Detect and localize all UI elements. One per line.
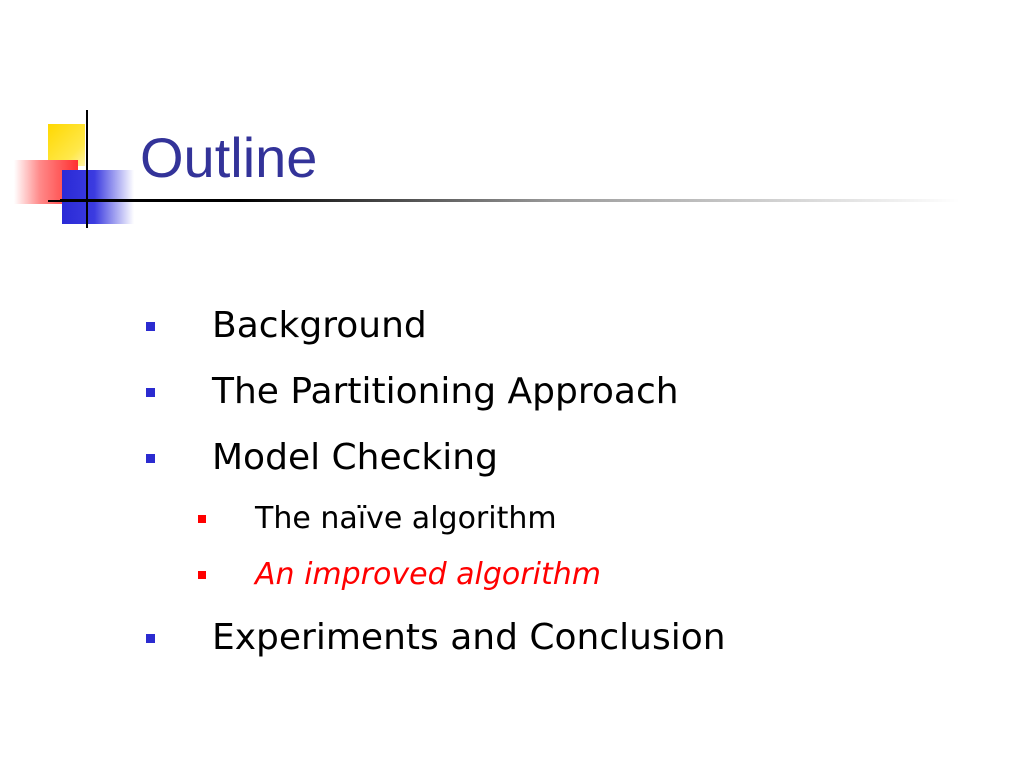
square-bullet-icon [146,634,155,643]
square-bullet-icon [146,322,155,331]
blue-square-decoration [62,170,134,224]
title-underline-rule [60,199,960,202]
square-bullet-icon [146,388,155,397]
title-decoration [0,100,150,230]
vertical-line-decoration [86,110,88,228]
bullet-text: The Partitioning Approach [212,371,679,412]
sub-bullet-text: The naïve algorithm [255,501,557,536]
square-bullet-icon [198,515,206,523]
square-bullet-icon [198,571,206,579]
square-bullet-icon [146,454,155,463]
bullet-text: Background [212,305,427,346]
bullet-text: Experiments and Conclusion [212,617,726,658]
sub-bullet-text-emphasized: An improved algorithm [255,557,601,592]
slide-title: Outline [140,126,318,189]
bullet-text: Model Checking [212,437,498,478]
